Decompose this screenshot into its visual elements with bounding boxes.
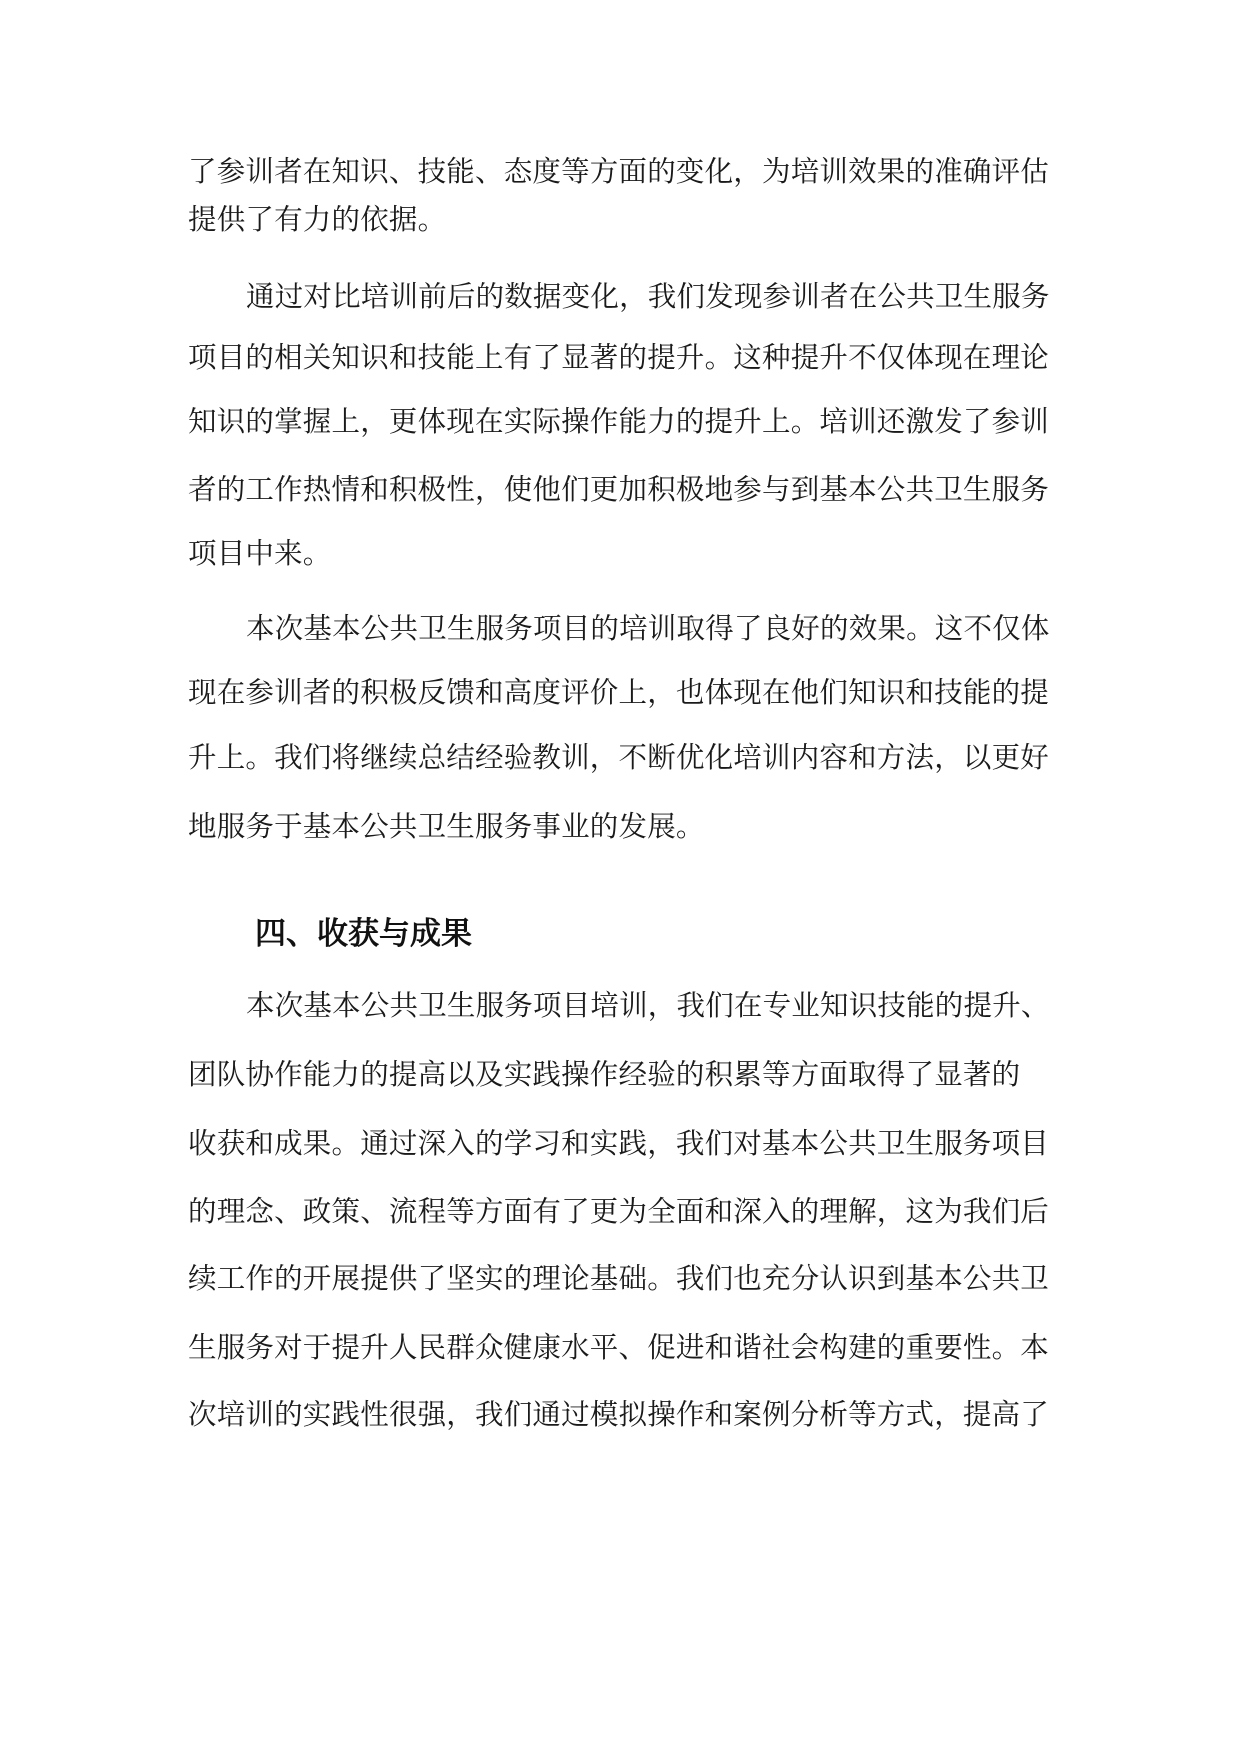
paragraph-2-line-4: 者的工作热情和积极性，使他们更加积极地参与到基本公共卫生服务 [188,473,1050,506]
paragraph-3-line-2: 现在参训者的积极反馈和高度评价上，也体现在他们知识和技能的提 [188,676,1050,709]
paragraph-2-line-1: 通过对比培训前后的数据变化，我们发现参训者在公共卫生服务 [246,280,1050,313]
paragraph-4-line-4: 的理念、政策、流程等方面有了更为全面和深入的理解，这为我们后 [188,1195,1050,1228]
paragraph-2-line-3: 知识的掌握上，更体现在实际操作能力的提升上。培训还激发了参训 [188,405,1050,438]
section-heading: 四、收获与成果 [255,916,472,952]
paragraph-1-line-1: 了参训者在知识、技能、态度等方面的变化，为培训效果的准确评估 [188,155,1050,188]
paragraph-3-line-4: 地服务于基本公共卫生服务事业的发展。 [188,810,705,843]
paragraph-4-line-6: 生服务对于提升人民群众健康水平、促进和谐社会构建的重要性。本 [188,1331,1050,1364]
paragraph-4-line-3: 收获和成果。通过深入的学习和实践，我们对基本公共卫生服务项目 [188,1127,1050,1160]
paragraph-2-line-2: 项目的相关知识和技能上有了显著的提升。这种提升不仅体现在理论 [188,341,1050,374]
paragraph-4-line-5: 续工作的开展提供了坚实的理论基础。我们也充分认识到基本公共卫 [188,1262,1050,1295]
paragraph-1-line-2: 提供了有力的依据。 [188,203,447,236]
paragraph-2-line-5: 项目中来。 [188,537,332,570]
paragraph-4-line-1: 本次基本公共卫生服务项目培训，我们在专业知识技能的提升、 [246,989,1050,1022]
paragraph-3-line-1: 本次基本公共卫生服务项目的培训取得了良好的效果。这不仅体 [246,612,1050,645]
paragraph-4-line-2: 团队协作能力的提高以及实践操作经验的积累等方面取得了显著的 [188,1058,1021,1091]
paragraph-3-line-3: 升上。我们将继续总结经验教训，不断优化培训内容和方法，以更好 [188,741,1050,774]
paragraph-4-line-7: 次培训的实践性很强，我们通过模拟操作和案例分析等方式，提高了 [188,1398,1050,1431]
